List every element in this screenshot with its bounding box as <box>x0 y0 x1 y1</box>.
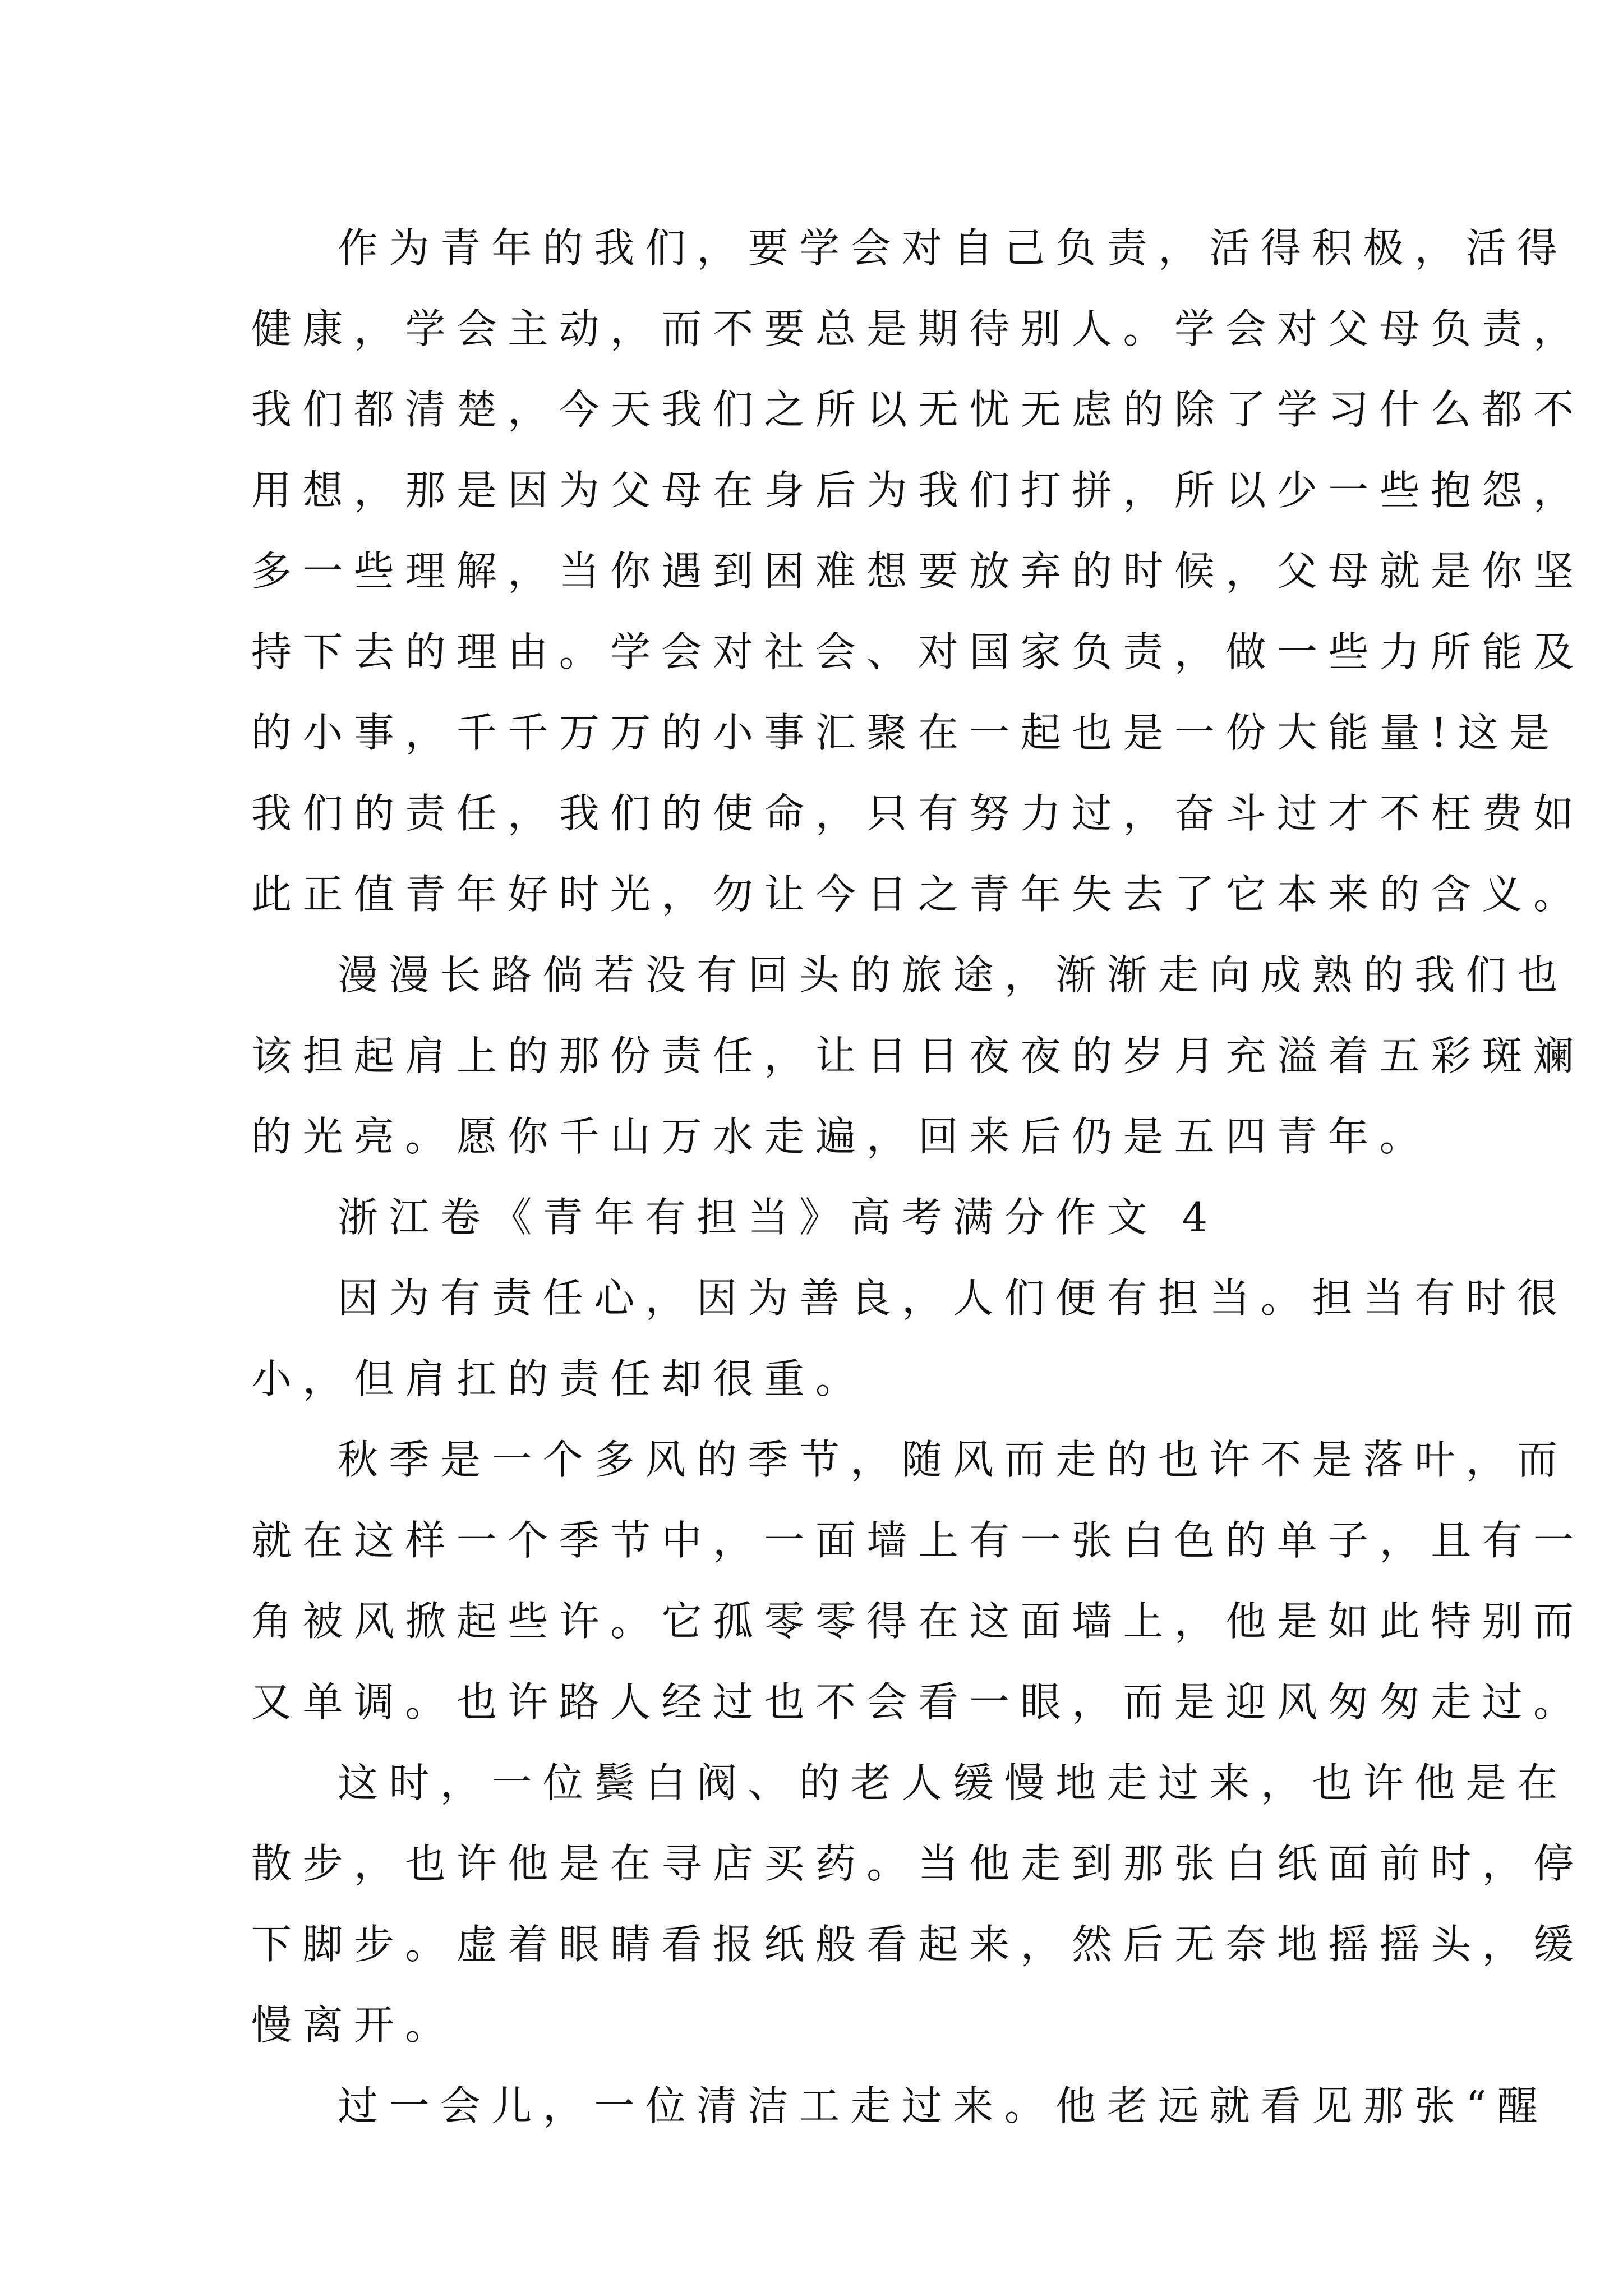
text-line: 角被风掀起些许。它孤零零得在这面墙上，他是如此特别而 <box>251 1598 1585 1645</box>
section-heading: 浙江卷《青年有担当》高考满分作文 4 <box>338 1194 1219 1241</box>
text-line: 我们的责任，我们的使命，只有努力过，奋斗过才不枉费如 <box>251 790 1585 837</box>
text-line: 小，但肩扛的责任却很重。 <box>251 1355 867 1402</box>
text-line: 这时，一位鬓白阀、的老人缓慢地走过来，也许他是在 <box>338 1759 1569 1806</box>
text-line: 健康，学会主动，而不要总是期待别人。学会对父母负责， <box>251 305 1585 352</box>
text-line: 此正值青年好时光，勿让今日之青年失去了它本来的含义。 <box>251 871 1585 918</box>
text-line: 过一会儿，一位清洁工走过来。他老远就看见那张“醒 <box>338 2082 1549 2129</box>
text-line: 因为有责任心，因为善良，人们便有担当。担当有时很 <box>338 1274 1569 1322</box>
text-line: 又单调。也许路人经过也不会看一眼，而是迎风匆匆走过。 <box>251 1678 1585 1726</box>
text-line: 该担起肩上的那份责任，让日日夜夜的岁月充溢着五彩斑斓 <box>251 1032 1585 1079</box>
text-line: 的光亮。愿你千山万水走遍，回来后仍是五四青年。 <box>251 1113 1431 1160</box>
text-line: 漫漫长路倘若没有回头的旅途，渐渐走向成熟的我们也 <box>338 951 1569 999</box>
text-line: 持下去的理由。学会对社会、对国家负责，做一些力所能及 <box>251 628 1585 675</box>
text-line: 我们都清楚，今天我们之所以无忧无虑的除了学习什么都不 <box>251 386 1585 433</box>
text-line: 多一些理解，当你遇到困难想要放弃的时候，父母就是你坚 <box>251 547 1585 595</box>
text-line: 下脚步。虚着眼睛看报纸般看起来，然后无奈地摇摇头，缓 <box>251 1921 1585 1968</box>
document-body <box>251 208 1585 2146</box>
text-line: 的小事，千千万万的小事汇聚在一起也是一份大能量!这是 <box>251 709 1561 756</box>
text-line: 就在这样一个季节中，一面墙上有一张白色的单子，且有一 <box>251 1517 1585 1564</box>
text-line: 秋季是一个多风的季节，随风而走的也许不是落叶，而 <box>338 1436 1569 1483</box>
text-line: 作为青年的我们，要学会对自己负责，活得积极，活得 <box>338 224 1569 272</box>
text-line: 散步，也许他是在寻店买药。当他走到那张白纸面前时，停 <box>251 1840 1585 1887</box>
text-line: 用想，那是因为父母在身后为我们打拼，所以少一些抱怨， <box>251 467 1585 514</box>
text-line: 慢离开。 <box>251 2001 457 2049</box>
